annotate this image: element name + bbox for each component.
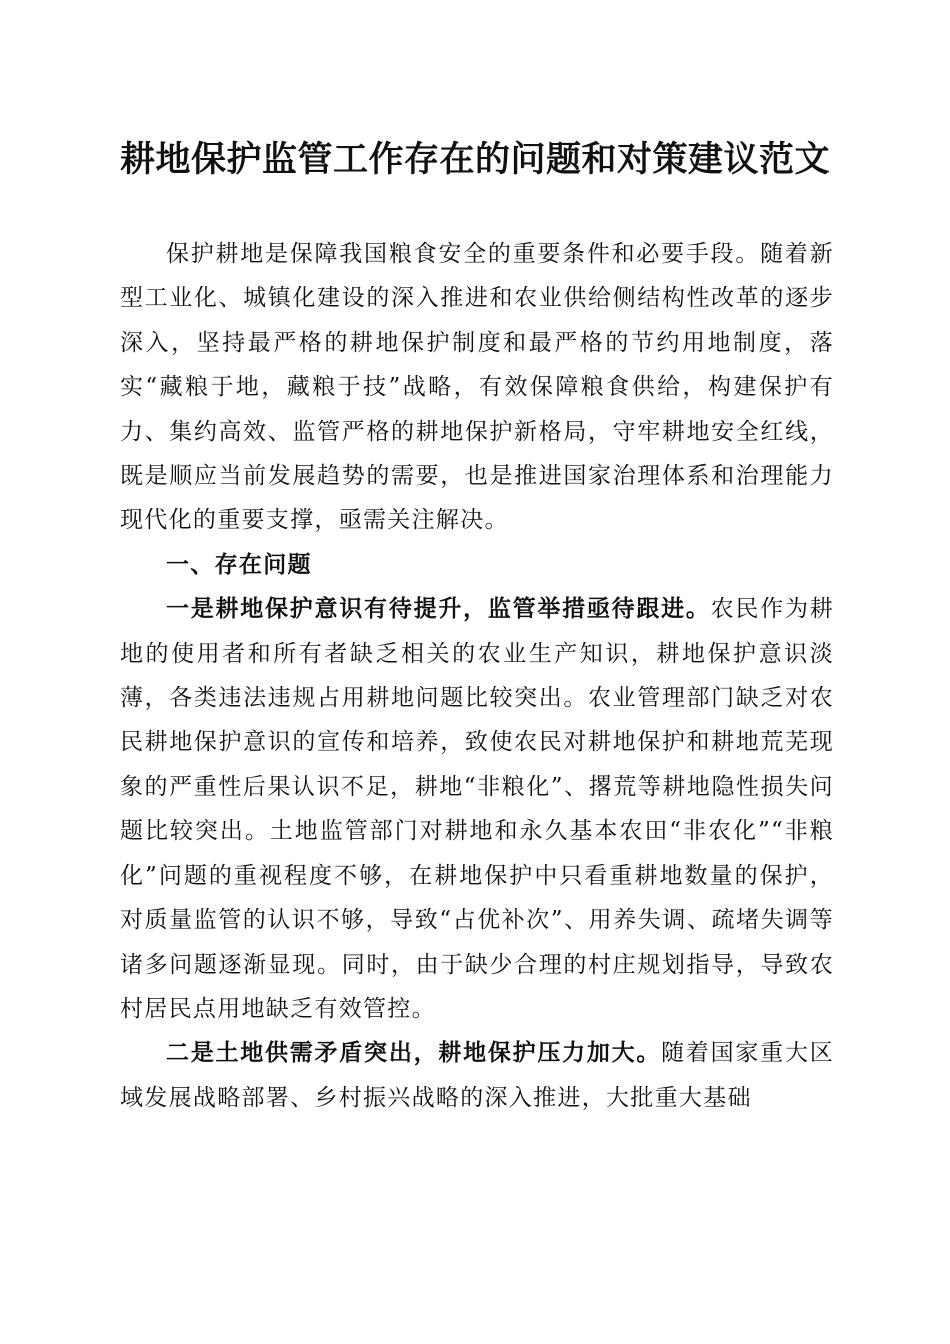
problem-paragraph-1 <box>120 587 834 1031</box>
intro-paragraph: 保护耕地是保障我国粮食安全的重要条件和必要手段。随着新型工业化、城镇化建设的深入推进和农业供给侧结构性改革的逐步深入，坚持最严格的耕地保护制度和最严格的节约用地制度，落实“藏粮于地，藏粮于技”战略，有效保障粮食供给，构建保护有力、集约高效、监管严格的耕地保护新格局，守牢耕地安全红线，既是顺应当前发展趋势的需要，也是推进国家治理体系和治理能力现代化的重要支撑，亟需关注解决。 <box>120 241 834 534</box>
problem-paragraph-2 <box>120 1031 834 1120</box>
problem-2-lead: 二是土地供需矛盾突出，耕地保护压力加大。 <box>166 1039 662 1067</box>
document-body <box>120 232 834 1120</box>
problem-2-body: 随着国家重大区域发展战略部署、乡村振兴战略的深入推进，大批重大基础 <box>120 1040 835 1111</box>
problem-1-lead: 一是耕地保护意识有待提升，监管举措亟待跟进。 <box>166 595 711 623</box>
document-title: 耕地保护监管工作存在的问题和对策建议范文 <box>119 139 830 180</box>
section-heading-problems: 一、存在问题 <box>166 551 312 578</box>
problem-1-body: 农民作为耕地的使用者和所有者缺乏相关的农业生产知识，耕地保护意识淡薄，各类违法违规占用耕地问题比较突出。农业管理部门缺乏对农民耕地保护意识的宣传和培养，致使农民对耕地保护和耕地荒芜现象的严重性后果认识不足，耕地“非粮化”、撂荒等耕地隐性损失问题比较突出。土地监管部门对耕地和永久基本农田“非农化”“非粮化”问题的重视程度不够，在耕地保护中只看重耕地数量的保护，对质量监管的认识不够，导致“占优补次”、用养失调、疏堵失调等诸多问题逐渐显现。同时，由于缺少合理的村庄规划指导，导致农村居民点用地缺乏有效管控。 <box>120 596 835 1022</box>
